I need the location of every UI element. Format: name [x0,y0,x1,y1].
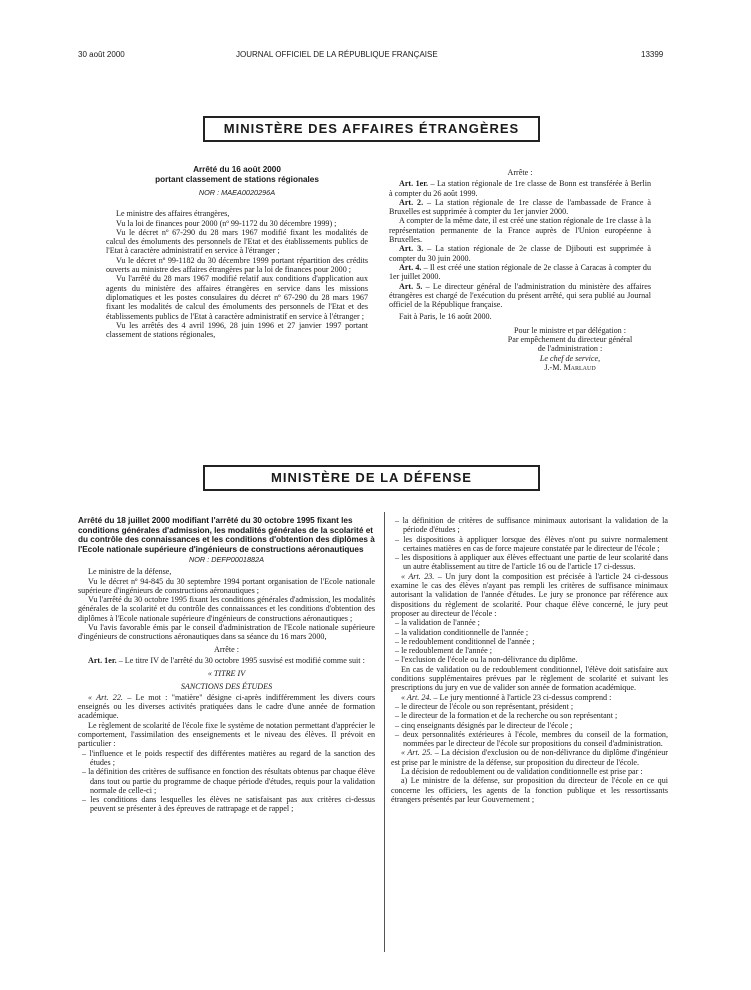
sanctions-heading: SANCTIONS DES ÉTUDES [180,681,273,691]
section2-right-column [391,516,668,804]
signature-line: de l'administration : [537,344,603,354]
visa-paragraph: Le ministre de la défense, [88,567,172,577]
article-paragraph: A compter de la même date, il est créé une station régionale de 1re classe à la représentation permanente de la France auprès de l'Union européenne à Bruxelles. [389,216,651,245]
decree-title: Arrêté du 18 juillet 2000 modifiant l'arrêté du 30 octobre 1995 fixant les conditions générales d'admission, les modalités générales de la scolarité et du contrôle des connaissances et les conditions d'obtention des diplômes à l'Ecole nationale supérieure d'ingénieurs de constructions aéronautiques [78,516,375,554]
article-label: Art. 3. [399,244,424,254]
list-item: – les conditions dans lesquelles les élèves ne satisfaisant pas aux critères ci-dessus peuvent se présenter à des épreuves de rattrapage et de rappel ; [82,795,375,814]
article-paragraph: Le règlement de scolarité de l'école fixe le système de notation permettant d'apprécier le comportement, l'assimilation des enseignements et le niveau des élèves. Il prévoit en particulier : [78,720,375,749]
visa-list [106,209,368,339]
header-page-number: 13399 [641,50,664,59]
list-item: – la validation conditionnelle de l'année ; [395,627,529,637]
visa-paragraph: Vu l'avis favorable émis par le conseil d'administration de l'Ecole nationale supérieure d'ingénieurs de constructions aéronautiques dans sa séance du 16 mars 2000, [78,623,375,642]
article-text: – Le directeur général de l'administration du ministère des affaires étrangères est chargé de l'exécution du présent arrêté, qui sera publié au Journal officiel de la République française. [389,281,651,310]
article [389,282,651,310]
signature-block [489,326,651,372]
list-item: – le redoublement conditionnel de l'année ; [395,636,535,646]
arrete-label: Arrête : [507,168,533,177]
visa-paragraph: Vu l'arrêté du 30 octobre 1995 fixant les conditions générales d'admission, les modalités générales de la scolarité et du contrôle des connaissances et les conditions d'obtention des diplômes à l'Ecole nationale supérieure d'ingénieurs de constructions aéronautiques ; [78,595,375,623]
list-item: – les dispositions à appliquer aux élèves effectuant une partie de leur scolarité dans un autre établissement au titre de l'article 16 ou de l'article 17 ci-dessus. [395,553,668,572]
article-label: « Art. 25. [401,748,433,758]
article-text: – Le jury mentionné à l'article 23 ci-dessus comprend : [431,692,612,702]
article-paragraph: En cas de validation ou de redoublement conditionnel, l'élève doit satisfaire aux conditions supplémentaires prévues par le règlement de scolarité et suivant les prescriptions du jury en vue de valider son année de formation académique. [391,664,668,693]
visa-paragraph: Vu le décret nº 94-845 du 30 septembre 1994 portant organisation de l'Ecole nationale supérieure d'ingénieurs de constructions aéronautiques ; [78,576,375,595]
article-text: – La station régionale de 1re classe de Bonn est transférée à Berlin à compter du 26 août 1999. [389,179,651,198]
visa-paragraph: Vu l'arrêté du 28 mars 1967 modifié relatif aux conditions d'application aux agents du ministère des affaires étrangères en service dans les missions diplomatiques et les postes consulaires du décret nº 67-290 du 28 mars 1967 fixant les modalités de calcul des émoluments des personnels de l'Etat et des établissements publics de l'Etat à caractère administratif en service à l'étranger ; [106,274,368,321]
article-text: – Un jury dont la composition est précisée à l'article 24 ci-dessous examine le cas des élèves n'ayant pas rempli les critères de suffisance minimaux autorisant la validation de l'année d'études. Le jury se prononce par référence aux dispositions du règlement de scolarité. Pour chaque élève concerné, le jury peut proposer au directeur de l'école : [391,571,668,618]
article-paragraph: a) Le ministre de la défense, sur proposition du directeur de l'école en ce qui concerne les officiers, les agents de la fonction publique et les ressortissants étrangers présentés par leur Gouvernement ; [391,776,668,804]
article-text: – Il est créé une station régionale de 2e classe à Caracas à compter du 1er juillet 2000. [389,262,652,282]
list-item: – la définition de critères de suffisance minimaux autorisant la validation de la période d'études ; [395,516,668,535]
visa-paragraph: Vu le décret nº 99-1182 du 30 décembre 1999 portant répartition des crédits ouverts au ministre des affaires étrangères par la loi de finances pour 2000 ; [106,255,368,275]
signature-line: Le chef de service, [539,353,601,363]
header-journal: JOURNAL OFFICIEL DE LA RÉPUBLIQUE FRANÇAISE [236,50,438,59]
list-item: – deux personnalités extérieures à l'école, membres du conseil de la formation, nommées par le directeur de l'école sur propositions du conseil d'administration. [395,729,668,749]
signature-line: Par empêchement du directeur général [507,335,633,345]
visa-paragraph: Vu le décret nº 67-290 du 28 mars 1967 modifié fixant les modalités de calcul des émoluments des personnels de l'Etat et des établissements publics de l'Etat à caractère administratif en service à l'étranger ; [106,227,368,256]
arrete-label: Arrête : [214,644,239,654]
column-divider [384,512,385,952]
list-item: – le redoublement de l'année ; [395,646,492,656]
article-label: Art. 5. [399,281,423,291]
signature-line: Pour le ministre et par délégation : [514,325,626,335]
article-label: Art. 2. [399,197,424,207]
fait-a-paris: Fait à Paris, le 16 août 2000. [399,312,492,322]
list-item: – les dispositions à appliquer lorsque des élèves n'ont pu suivre normalement certaines matières en cas de force majeure constatée par le directeur de l'école ; [395,534,668,553]
nor-reference: NOR : DEFP0001882A [188,555,265,564]
section1-left-column [106,165,368,339]
article-paragraph: La décision de redoublement ou de validation conditionnelle est prise par : [401,767,643,777]
list-item: – l'influence et le poids respectif des différentes matières au regard de la sanction des études ; [82,748,375,767]
decree-title-line1: Arrêté du 16 août 2000 [193,165,281,174]
ministry-heading-foreign-affairs: MINISTÈRE DES AFFAIRES ÉTRANGÈRES [203,116,540,142]
list-item: – la validation de l'année ; [395,618,480,628]
article-text: – Le mot : "matière" désigne ci-après indifféremment les divers cours enseignés ou les diverses activités pratiquées dans le cadre d'une année de formation académique. [78,692,375,721]
article-22 [78,693,375,721]
visa-paragraph: Vu la loi de finances pour 2000 (nº 99-1172 du 30 décembre 1999) ; [116,218,337,228]
list-item: – l'exclusion de l'école ou la non-délivrance du diplôme. [395,655,578,665]
article [389,179,651,198]
article-label: « Art. 24. [401,692,432,702]
article-label: « Art. 23. [401,571,435,581]
list-item: – le directeur de l'école ou son représentant, président ; [395,701,574,711]
list-item: – cinq enseignants désignés par le directeur de l'école ; [395,720,573,730]
visa-paragraph: Vu les arrêtés des 4 avril 1996, 28 juin 1996 et 27 janvier 1997 portant classement de stations régionales, [106,320,368,340]
header-date: 30 août 2000 [78,50,125,59]
article [389,244,651,263]
ministry-heading-defense: MINISTÈRE DE LA DÉFENSE [203,465,540,491]
article-label: « Art. 22. [88,692,123,702]
list-item: – le directeur de la formation et de la recherche ou son représentant ; [395,711,618,721]
article-text: – La décision d'exclusion ou de non-délivrance du diplôme d'ingénieur est prise par le ministre de la défense, sur proposition du directeur de l'école. [391,748,668,767]
article-text: – Le titre IV de l'arrêté du 30 octobre 1995 susvisé est modifié comme suit : [116,655,365,665]
visa-paragraph: Le ministre des affaires étrangères, [116,209,230,219]
list-item: – la définition des critères de suffisance en fonction des résultats obtenus par chaque élève dans tout ou partie du programme de chaque période d'études, requis pour la validation normale de celle-ci ; [82,767,375,795]
article-text: – La station régionale de 1re classe de l'ambassade de France à Bruxelles est supprimée à compter du 1er janvier 2000. [389,197,652,217]
article-label: Art. 1er. [399,179,429,189]
section2-left-column [78,516,375,814]
signatory-name: J.-M. Marlaud [544,362,596,372]
decree-title-line2: portant classement de stations régionales [155,174,319,184]
article-label: Art. 4. [399,262,422,272]
section1-right-column [389,165,651,372]
article-1 [78,656,375,665]
article-23 [391,572,668,618]
article [389,198,651,217]
article-25 [391,748,668,767]
article-24 [391,693,668,702]
nor-reference: NOR : MAEA0020296A [198,188,276,197]
article [389,263,651,282]
article-label: Art. 1er. [88,655,117,665]
titre-heading: « TITRE IV [207,669,246,679]
article-text: – La station régionale de 2e classe de Djibouti est supprimée à compter du 30 juin 2000. [389,244,651,263]
